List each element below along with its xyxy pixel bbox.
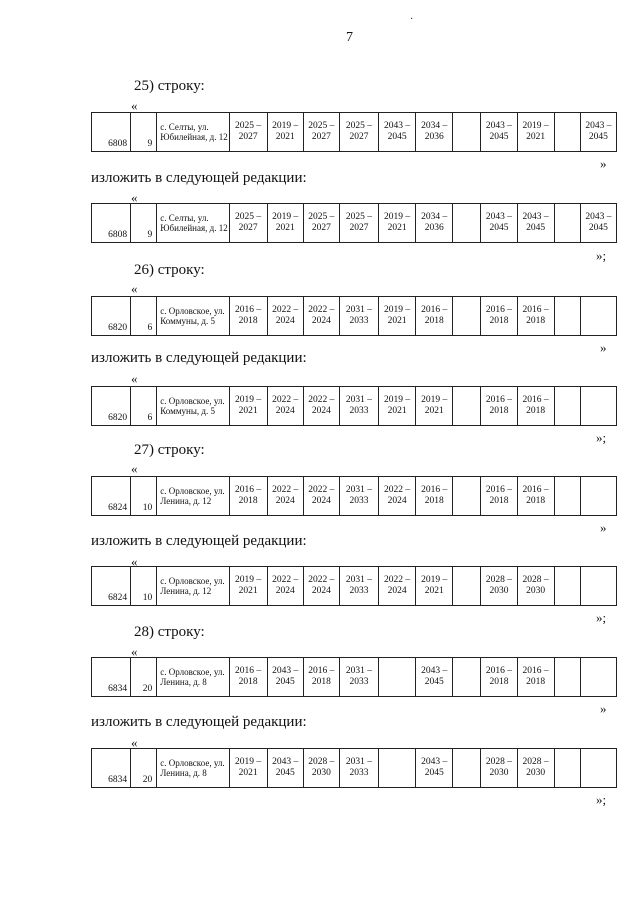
- open-quote: «: [131, 644, 138, 659]
- period-cell: 2043 – 2045: [481, 204, 517, 243]
- period-cell: 2043 – 2045: [580, 113, 616, 152]
- period-cell: 2019 – 2021: [229, 567, 267, 606]
- period-cell: 2025 – 2027: [339, 204, 378, 243]
- period-cell: 2028 – 2030: [517, 749, 554, 788]
- open-quote: «: [131, 281, 138, 296]
- open-quote: «: [131, 554, 138, 569]
- period-cell: [580, 658, 616, 697]
- period-cell: 2043 – 2045: [517, 204, 554, 243]
- period-cell: [453, 387, 481, 426]
- schedule-table: [91, 296, 617, 336]
- count-cell: 20: [131, 658, 157, 697]
- close-quote: »;: [596, 792, 607, 807]
- open-quote: «: [131, 461, 138, 476]
- address-cell: с. Орловское, ул. Коммуны, д. 5: [157, 297, 229, 336]
- period-cell: 2016 – 2018: [303, 658, 339, 697]
- period-cell: 2043 – 2045: [580, 204, 616, 243]
- address-cell: с. Орловское, ул. Ленина, д. 8: [157, 658, 229, 697]
- count-cell: 9: [131, 113, 157, 152]
- address-cell: с. Орловское, ул. Ленина, д. 12: [157, 477, 229, 516]
- open-quote: «: [131, 190, 138, 205]
- period-cell: [453, 477, 481, 516]
- schedule-table: [91, 386, 617, 426]
- revision-heading: изложить в следующей редакции:: [91, 350, 307, 366]
- period-cell: 2043 – 2045: [481, 113, 517, 152]
- period-cell: 2016 – 2018: [517, 387, 554, 426]
- period-cell: 2016 – 2018: [517, 658, 554, 697]
- count-cell: 9: [131, 204, 157, 243]
- period-cell: [453, 658, 481, 697]
- period-cell: [580, 749, 616, 788]
- open-quote: «: [131, 98, 138, 113]
- period-cell: 2016 – 2018: [481, 297, 517, 336]
- period-cell: 2043 – 2045: [267, 749, 303, 788]
- period-cell: 2019 – 2021: [517, 113, 554, 152]
- row-heading: 25) строку:: [134, 78, 205, 94]
- period-cell: 2025 – 2027: [229, 204, 267, 243]
- table-row: [92, 477, 617, 516]
- house-code-cell: 6834: [92, 658, 131, 697]
- period-cell: 2016 – 2018: [517, 297, 554, 336]
- period-cell: [453, 113, 481, 152]
- house-code-cell: 6834: [92, 749, 131, 788]
- period-cell: 2022 – 2024: [303, 297, 339, 336]
- period-cell: [554, 113, 580, 152]
- period-cell: [554, 658, 580, 697]
- house-code-cell: 6808: [92, 113, 131, 152]
- period-cell: [580, 567, 616, 606]
- period-cell: 2031 – 2033: [339, 477, 378, 516]
- schedule-table: [91, 748, 617, 788]
- period-cell: 2019 – 2021: [379, 204, 416, 243]
- period-cell: 2043 – 2045: [416, 658, 453, 697]
- period-cell: 2016 – 2018: [481, 387, 517, 426]
- close-quote: »: [600, 701, 607, 716]
- period-cell: 2025 – 2027: [303, 113, 339, 152]
- period-cell: 2031 – 2033: [339, 297, 378, 336]
- period-cell: [554, 297, 580, 336]
- period-cell: [554, 567, 580, 606]
- period-cell: [453, 297, 481, 336]
- house-code-cell: 6824: [92, 567, 131, 606]
- period-cell: 2031 – 2033: [339, 567, 378, 606]
- period-cell: 2028 – 2030: [517, 567, 554, 606]
- count-cell: 10: [131, 477, 157, 516]
- row-heading: 26) строку:: [134, 262, 205, 278]
- period-cell: 2022 – 2024: [379, 567, 416, 606]
- revision-heading: изложить в следующей редакции:: [91, 714, 307, 730]
- period-cell: 2019 – 2021: [379, 387, 416, 426]
- period-cell: 2034 – 2036: [416, 204, 453, 243]
- period-cell: 2016 – 2018: [481, 477, 517, 516]
- table-row: [92, 387, 617, 426]
- schedule-table: [91, 657, 617, 697]
- address-cell: с. Орловское, ул. Коммуны, д. 5: [157, 387, 229, 426]
- open-quote: «: [131, 371, 138, 386]
- period-cell: 2019 – 2021: [379, 297, 416, 336]
- corner-mark: ·: [410, 14, 414, 25]
- close-quote: »: [600, 340, 607, 355]
- period-cell: [580, 477, 616, 516]
- table-row: [92, 567, 617, 606]
- period-cell: 2016 – 2018: [229, 658, 267, 697]
- schedule-table: [91, 566, 617, 606]
- period-cell: [379, 658, 416, 697]
- table-row: [92, 113, 617, 152]
- period-cell: 2025 – 2027: [229, 113, 267, 152]
- period-cell: [580, 297, 616, 336]
- address-cell: с. Орловское, ул. Ленина, д. 8: [157, 749, 229, 788]
- address-cell: с. Селты, ул. Юбилейная, д. 12: [157, 204, 229, 243]
- close-quote: »: [600, 520, 607, 535]
- period-cell: 2022 – 2024: [267, 477, 303, 516]
- revision-heading: изложить в следующей редакции:: [91, 170, 307, 186]
- period-cell: 2022 – 2024: [303, 567, 339, 606]
- period-cell: 2016 – 2018: [416, 297, 453, 336]
- count-cell: 20: [131, 749, 157, 788]
- schedule-table: [91, 112, 617, 152]
- schedule-table: [91, 203, 617, 243]
- period-cell: 2043 – 2045: [379, 113, 416, 152]
- period-cell: 2028 – 2030: [303, 749, 339, 788]
- period-cell: [453, 204, 481, 243]
- address-cell: с. Селты, ул. Юбилейная, д. 12: [157, 113, 229, 152]
- period-cell: 2022 – 2024: [303, 387, 339, 426]
- period-cell: 2031 – 2033: [339, 658, 378, 697]
- table-row: [92, 204, 617, 243]
- period-cell: [554, 204, 580, 243]
- period-cell: 2043 – 2045: [267, 658, 303, 697]
- period-cell: 2031 – 2033: [339, 387, 378, 426]
- period-cell: 2019 – 2021: [267, 113, 303, 152]
- row-heading: 28) строку:: [134, 624, 205, 640]
- period-cell: 2025 – 2027: [303, 204, 339, 243]
- period-cell: [379, 749, 416, 788]
- period-cell: 2019 – 2021: [229, 387, 267, 426]
- period-cell: 2019 – 2021: [229, 749, 267, 788]
- close-quote: »;: [596, 430, 607, 445]
- period-cell: 2031 – 2033: [339, 749, 378, 788]
- page-number: 7: [346, 30, 353, 45]
- close-quote: »: [600, 156, 607, 171]
- period-cell: 2043 – 2045: [416, 749, 453, 788]
- house-code-cell: 6820: [92, 387, 131, 426]
- open-quote: «: [131, 735, 138, 750]
- table-row: [92, 297, 617, 336]
- close-quote: »;: [596, 248, 607, 263]
- table-row: [92, 749, 617, 788]
- period-cell: 2016 – 2018: [416, 477, 453, 516]
- house-code-cell: 6824: [92, 477, 131, 516]
- period-cell: 2019 – 2021: [267, 204, 303, 243]
- period-cell: 2016 – 2018: [229, 297, 267, 336]
- count-cell: 6: [131, 297, 157, 336]
- period-cell: 2028 – 2030: [481, 567, 517, 606]
- period-cell: [554, 477, 580, 516]
- period-cell: 2019 – 2021: [416, 387, 453, 426]
- count-cell: 10: [131, 567, 157, 606]
- period-cell: [554, 387, 580, 426]
- period-cell: 2025 – 2027: [339, 113, 378, 152]
- schedule-table: [91, 476, 617, 516]
- period-cell: 2022 – 2024: [379, 477, 416, 516]
- period-cell: [453, 749, 481, 788]
- period-cell: 2016 – 2018: [229, 477, 267, 516]
- row-heading: 27) строку:: [134, 442, 205, 458]
- period-cell: 2022 – 2024: [267, 297, 303, 336]
- period-cell: [554, 749, 580, 788]
- period-cell: 2022 – 2024: [267, 387, 303, 426]
- period-cell: 2022 – 2024: [303, 477, 339, 516]
- count-cell: 6: [131, 387, 157, 426]
- address-cell: с. Орловское, ул. Ленина, д. 12: [157, 567, 229, 606]
- period-cell: [453, 567, 481, 606]
- table-row: [92, 658, 617, 697]
- period-cell: 2016 – 2018: [517, 477, 554, 516]
- house-code-cell: 6808: [92, 204, 131, 243]
- period-cell: 2022 – 2024: [267, 567, 303, 606]
- period-cell: 2019 – 2021: [416, 567, 453, 606]
- period-cell: 2028 – 2030: [481, 749, 517, 788]
- close-quote: »;: [596, 610, 607, 625]
- period-cell: [580, 387, 616, 426]
- revision-heading: изложить в следующей редакции:: [91, 533, 307, 549]
- period-cell: 2034 – 2036: [416, 113, 453, 152]
- period-cell: 2016 – 2018: [481, 658, 517, 697]
- house-code-cell: 6820: [92, 297, 131, 336]
